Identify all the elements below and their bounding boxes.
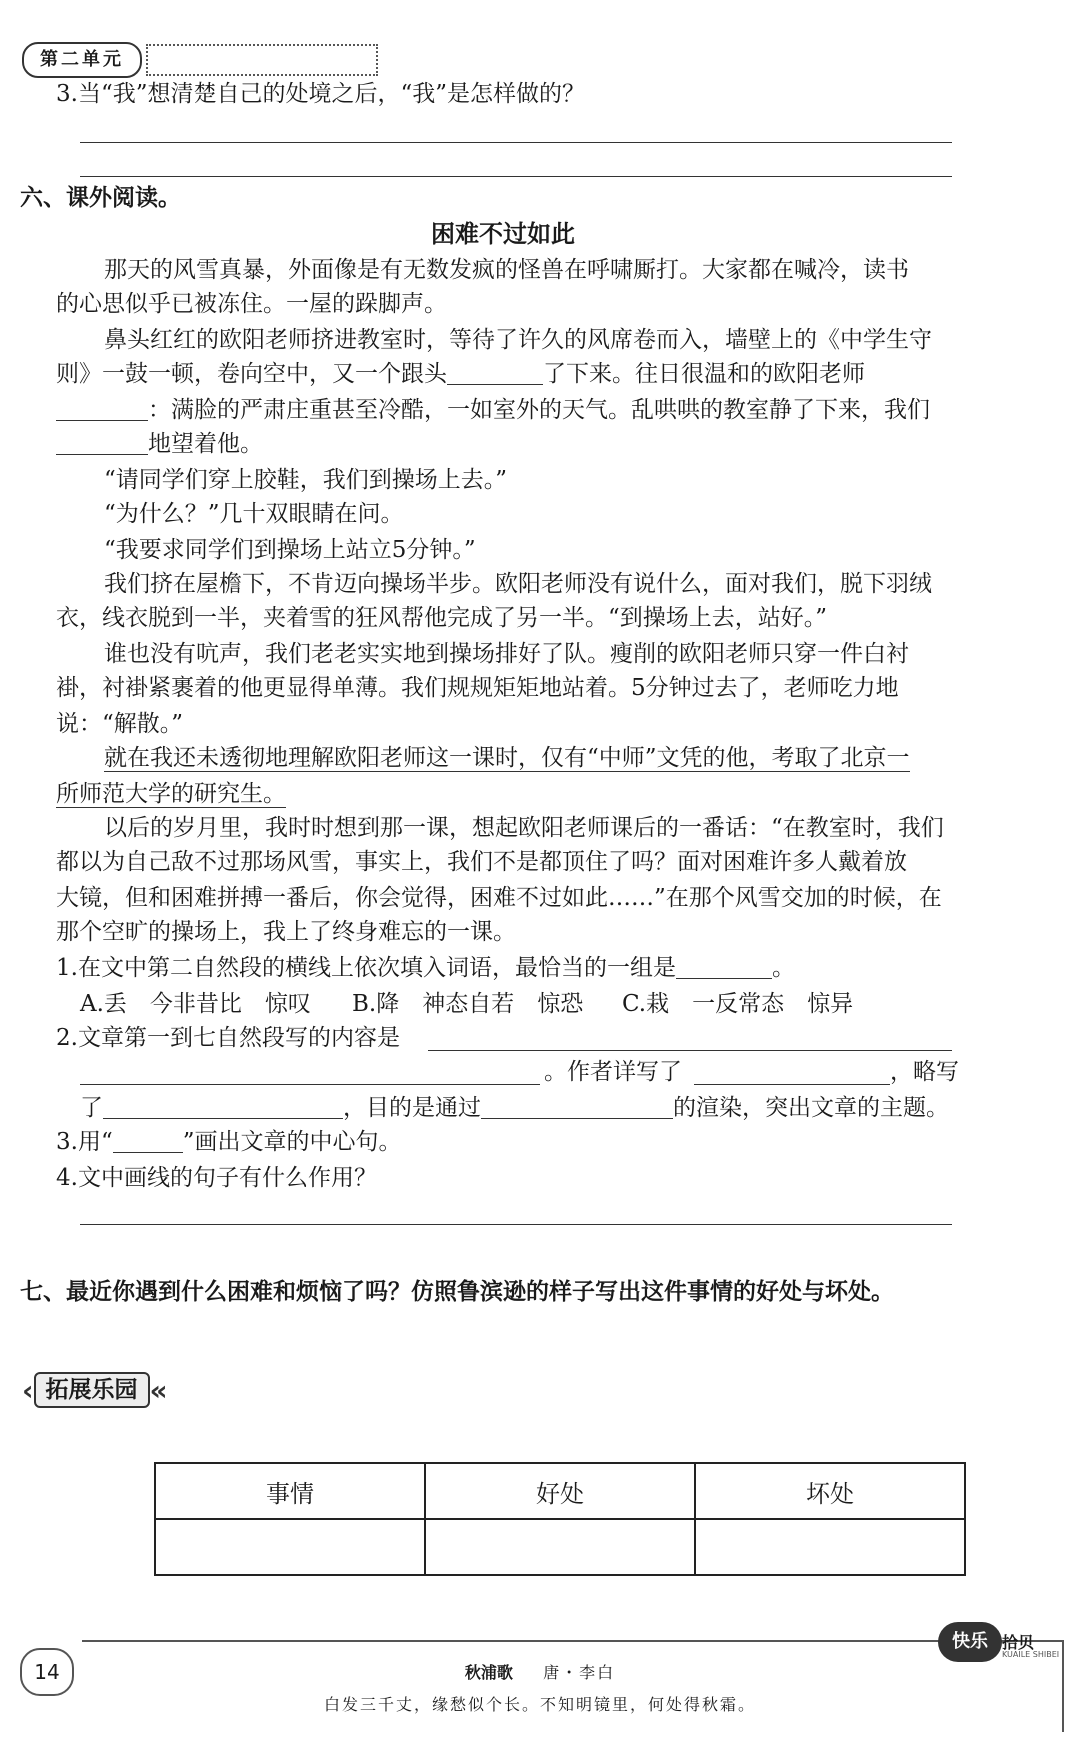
question-3-text: ”画出文章的中心句。 <box>182 1129 402 1155</box>
question-1-end: 。 <box>771 955 795 981</box>
question-2-answer-line[interactable] <box>80 1084 540 1085</box>
article-title: 困难不过如此 <box>431 220 575 248</box>
section-7-title: 七、最近你遇到什么困难和烦恼了吗？仿照鲁滨逊的样子写出这件事情的好处与坏处。 <box>20 1279 894 1305</box>
table-header-cell: 坏处 <box>695 1463 965 1519</box>
banner-label: 拓展乐园 <box>34 1372 150 1408</box>
expansion-banner <box>22 1372 168 1408</box>
question-2-text: 了 <box>80 1095 103 1121</box>
fill-blank-2[interactable] <box>56 394 148 421</box>
para-line: 说：“解散。” <box>56 711 184 737</box>
answer-line <box>80 142 952 143</box>
table-header-cell: 事情 <box>155 1463 425 1519</box>
question-3-symbol-blank[interactable] <box>113 1126 183 1153</box>
question-2-render-blank[interactable] <box>481 1092 673 1119</box>
underlined-text: 就在我还未透彻地理解欧阳老师这一课时，仅有“中师”文凭的他，考取了北京一 <box>104 745 910 771</box>
brand-logo-subtext: KUAILE SHIBEI <box>1002 1650 1060 1659</box>
table-input-cell[interactable] <box>425 1519 695 1575</box>
question-3-text: 3.用“ <box>56 1129 113 1155</box>
para-text: ：满脸的严肃庄重甚至冷酷，一如室外的天气。乱哄哄的教室静了下来，我们 <box>148 397 930 423</box>
para-line: 褂，衬褂紧裹着的他更显得单薄。我们规规矩矩地站着。5分钟过去了，老师吃力地 <box>56 675 899 701</box>
poem-title: 秋浦歌 <box>464 1663 513 1682</box>
underlined-line <box>104 738 910 778</box>
question-2-text: ，目的是通过 <box>343 1095 481 1121</box>
question-4-answer-line[interactable] <box>80 1224 952 1225</box>
question-1-answer-blank[interactable] <box>676 952 772 979</box>
question-2-mid: 。作者详写了 <box>544 1059 682 1085</box>
poem-line: 白发三千丈，缘愁似个长。不知明镜里，何处得秋霜。 <box>323 1695 756 1714</box>
para-line: 那个空旷的操场上，我上了终身难忘的一课。 <box>56 919 516 945</box>
question-3-top: 3.当“我”想清楚自己的处境之后，“我”是怎样做的？ <box>56 81 585 107</box>
para-line: “我要求同学们到操场上站立5分钟。” <box>104 537 476 563</box>
para-text: 地望着他。 <box>148 431 263 457</box>
para-text: 了下来。往日很温和的欧阳老师 <box>543 361 865 387</box>
para-line: 我们挤在屋檐下，不肯迈向操场半步。欧阳老师没有说什么，面对我们，脱下羽绒 <box>104 571 932 597</box>
question-2: 2.文章第一到七自然段写的内容是 <box>56 1025 400 1051</box>
underlined-text: 所师范大学的研究生。 <box>56 781 286 807</box>
para-line: 的心思似乎已被冻住。一屋的跺脚声。 <box>56 291 447 317</box>
question-1-option-b: B.降 神态自若 惊恐 <box>352 991 584 1017</box>
question-2-text: 的渲染，突出文章的主题。 <box>673 1095 949 1121</box>
para-line: 以后的岁月里，我时时想到那一课，想起欧阳老师课后的一番话：“在教室时，我们 <box>104 815 944 841</box>
para-text: 则》一鼓一顿，卷向空中，又一个跟头 <box>56 361 447 387</box>
para-line: 谁也没有吭声，我们老老实实地到操场排好了队。瘦削的欧阳老师只穿一件白衬 <box>104 641 909 667</box>
table-header-row <box>155 1463 965 1519</box>
section-6-title: 六、课外阅读。 <box>20 185 181 211</box>
header-dotted-box <box>146 44 378 76</box>
chevron-left-icon: ‹ <box>22 1373 34 1407</box>
para-line: 那天的风雪真暴，外面像是有无数发疯的怪兽在呼啸厮打。大家都在喊冷，读书 <box>104 257 909 283</box>
page-number: 14 <box>20 1648 74 1696</box>
question-2-brief-blank[interactable] <box>103 1092 343 1119</box>
question-2-mid2: ，略写 <box>890 1059 959 1085</box>
para-line <box>56 354 865 394</box>
table-input-cell[interactable] <box>155 1519 425 1575</box>
para-line: 衣，线衣脱到一半，夹着雪的狂风帮他完成了另一半。“到操场上去，站好。” <box>56 605 828 631</box>
para-line: “请同学们穿上胶鞋，我们到操场上去。” <box>104 467 508 493</box>
question-4: 4.文中画线的句子有什么作用？ <box>56 1165 377 1191</box>
para-line: 都以为自己敌不过那场风雪，事实上，我们不是都顶住了吗？面对困难许多人戴着放 <box>56 849 907 875</box>
question-2-answer-line[interactable] <box>428 1050 952 1051</box>
question-1-option-c: C.栽 一反常态 惊异 <box>622 991 854 1017</box>
question-1-text: 1.在文中第二自然段的横线上依次填入词语，最恰当的一组是 <box>56 955 676 981</box>
brand-logo-text: 拾贝 <box>1002 1633 1035 1652</box>
table-header-cell: 好处 <box>425 1463 695 1519</box>
unit-tab: 第二单元 <box>22 42 142 78</box>
question-2-detail-line[interactable] <box>694 1084 890 1085</box>
answer-line <box>80 176 952 177</box>
poem-author: 唐・李白 <box>543 1663 616 1682</box>
table-row <box>155 1519 965 1575</box>
chevron-left-double-icon: « <box>149 1373 168 1407</box>
fill-blank-3[interactable] <box>56 428 148 455</box>
para-line <box>56 424 263 464</box>
fill-blank-1[interactable] <box>447 358 543 385</box>
question-3 <box>56 1122 401 1162</box>
brand-logo: 快乐 <box>938 1622 1002 1662</box>
poem-heading <box>0 1660 1080 1683</box>
question-1-option-a: A.丢 今非昔比 惊叹 <box>80 991 311 1017</box>
table-input-cell[interactable] <box>695 1519 965 1575</box>
para-line: 大镜，但和困难拼搏一番后，你会觉得，困难不过如此……”在那个风雪交加的时候，在 <box>56 885 942 911</box>
para-line: 鼻头红红的欧阳老师挤进教室时，等待了许久的风席卷而入，墙壁上的《中学生守 <box>104 327 932 353</box>
pros-cons-table <box>154 1462 966 1576</box>
footer-box <box>82 1640 1064 1732</box>
para-line: “为什么？”几十双眼睛在问。 <box>104 501 404 527</box>
question-1 <box>56 948 795 988</box>
